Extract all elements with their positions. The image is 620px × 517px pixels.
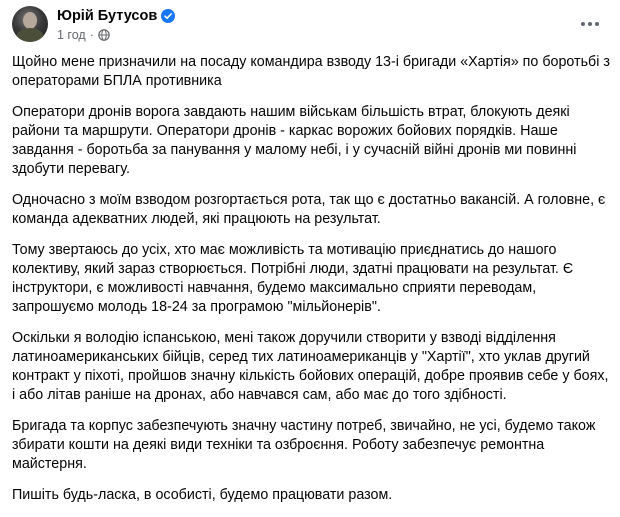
post-paragraph: Щойно мене призначили на посаду командира взводу 13-і бригади «Хартія» по боротьбі з операторами БПЛА противника [12,54,610,89]
avatar-shoulders [16,28,44,42]
post-paragraph: Оператори дронів ворога завдають нашим військам більшість втрат, блокують деякі райони та маршрути. Оператори дронів - каркас ворожих бойових порядків. Наше завдання - боротьба за панування у малому небі, і у сучасній війні дронів ми повинні здобути перевагу. [12,104,577,177]
globe-icon[interactable] [98,29,110,41]
post-paragraph: Пишіть будь-ласка, в особисті, будемо працювати разом. [12,487,393,503]
post-paragraph: Бригада та корпус забезпечують значну частину потреб, звичайно, не усі, будемо також збирати кошти на деякі види техніки та озброєння. Роботу забезпечує ремонтна майстерня. [12,418,596,472]
author-name[interactable]: Юрій Бутусов [57,8,158,24]
more-dot [588,22,592,26]
author-avatar[interactable] [12,6,48,42]
post-header [12,6,608,44]
post-paragraph: Одночасно з моїм взводом розгортається рота, так що є достатньо вакансій. А головне, є команда адекватних людей, які працюють на результат. [12,192,606,227]
post-timestamp[interactable]: 1 год [57,28,86,42]
post-paragraph: Оскільки я володію іспанською, мені також доручили створити у взводі відділення латиноамериканських бійців, серед тих латиноамериканців у "Хартії", хто уклав другий контракт у піхоті, пройшов значну кількість бойових операцій, добре проявив себе у боях, і або літав раніше на дронах, або навчався сам, або має до того здібності. [12,330,609,403]
more-options-icon[interactable] [578,14,602,34]
more-dot [595,22,599,26]
more-dot [581,22,585,26]
avatar-face [23,12,37,29]
post-content [12,53,610,517]
verified-badge-icon [161,9,175,23]
author-row [57,7,175,25]
post-paragraph: Тому звертаюсь до усіх, хто має можливість та мотивацію приєднатись до нашого колективу, який зараз створюється. Потрібні люди, здатні працювати на результат. Є інструктори, є можливості навчання, будемо максимально сприяти переводам, запрошуємо молодь 18-24 за програмою "мільйонерів". [12,242,574,315]
post-meta [57,27,110,43]
meta-separator: · [89,28,94,42]
